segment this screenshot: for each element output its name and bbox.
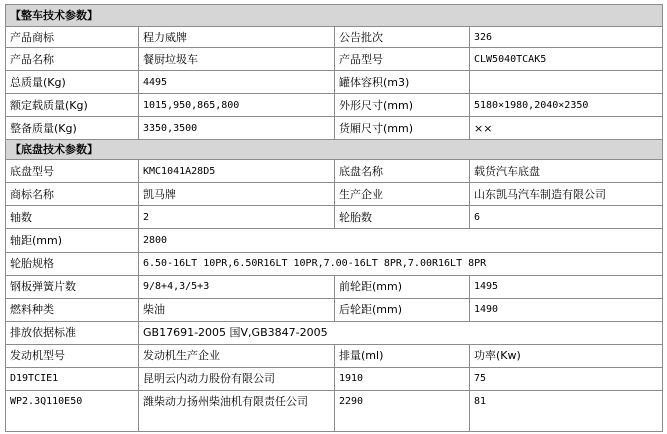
table-row (6, 391, 663, 432)
cell-label: 货厢尺寸(mm) (335, 117, 470, 140)
cell-value: 餐厨垃圾车 (139, 48, 335, 71)
column-header: 排量(ml) (335, 344, 470, 367)
cell-value: 程力威牌 (139, 27, 335, 48)
cell-label: 罐体容积(m3) (335, 71, 470, 94)
cell-value: 326 (470, 27, 663, 48)
cell-value: KMC1041A28D5 (139, 160, 335, 183)
cell-label: 公告批次 (335, 27, 470, 48)
cell-label: 轴数 (6, 206, 139, 229)
cell-label: 额定载质量(Kg) (6, 94, 139, 117)
cell-label: 整备质量(Kg) (6, 117, 139, 140)
table-row (6, 160, 663, 183)
cell-label: 钢板弹簧片数 (6, 275, 139, 298)
cell-value: D19TCIE1 (6, 367, 139, 390)
cell-value: 昆明云内动力股份有限公司 (139, 367, 335, 390)
cell-value: 5180×1980,2040×2350 (470, 94, 663, 117)
cell-value: WP2.3Q110E50 (6, 391, 139, 432)
table-row (6, 48, 663, 71)
vehicle-section-title: 【整车技术参数】 (6, 5, 663, 27)
table-row (6, 367, 663, 390)
cell-value: 山东凯马汽车制造有限公司 (470, 183, 663, 206)
chassis-section-header (6, 140, 663, 160)
table-row (6, 71, 663, 94)
cell-label: 轮胎数 (335, 206, 470, 229)
table-row (6, 94, 663, 117)
cell-value: 6.50-16LT 10PR,6.50R16LT 10PR,7.00-16LT 8PR,7.00R16LT 8PR (139, 252, 663, 275)
spec-table (5, 4, 663, 432)
cell-value: 6 (470, 206, 663, 229)
cell-label: 总质量(Kg) (6, 71, 139, 94)
table-row (6, 275, 663, 298)
cell-value: GB17691-2005 国Ⅴ,GB3847-2005 (139, 321, 663, 344)
cell-label: 底盘名称 (335, 160, 470, 183)
cell-label: 生产企业 (335, 183, 470, 206)
cell-label: 轮胎规格 (6, 252, 139, 275)
table-row (6, 27, 663, 48)
cell-value: 凯马牌 (139, 183, 335, 206)
cell-label: 产品名称 (6, 48, 139, 71)
cell-value: 3350,3500 (139, 117, 335, 140)
cell-label: 前轮距(mm) (335, 275, 470, 298)
cell-label: 轴距(mm) (6, 229, 139, 252)
cell-value: 1495 (470, 275, 663, 298)
table-row (6, 298, 663, 321)
chassis-section-title: 【底盘技术参数】 (6, 140, 663, 160)
table-row (6, 229, 663, 252)
cell-label: 外形尺寸(mm) (335, 94, 470, 117)
cell-value: 81 (470, 391, 663, 432)
table-row (6, 206, 663, 229)
engine-header-row (6, 344, 663, 367)
cell-value: 2290 (335, 391, 470, 432)
vehicle-section-header (6, 5, 663, 27)
cell-value: 1910 (335, 367, 470, 390)
table-row (6, 183, 663, 206)
cell-label: 产品商标 (6, 27, 139, 48)
cell-value: 潍柴动力扬州柴油机有限责任公司 (139, 391, 335, 432)
table-row (6, 117, 663, 140)
cell-value (470, 71, 663, 94)
cell-value: ×× (470, 117, 663, 140)
cell-value: CLW5040TCAK5 (470, 48, 663, 71)
column-header: 功率(Kw) (470, 344, 663, 367)
cell-label: 后轮距(mm) (335, 298, 470, 321)
cell-value: 1015,950,865,800 (139, 94, 335, 117)
cell-value: 1490 (470, 298, 663, 321)
cell-value: 柴油 (139, 298, 335, 321)
cell-value: 载货汽车底盘 (470, 160, 663, 183)
cell-value: 9/8+4,3/5+3 (139, 275, 335, 298)
cell-value: 75 (470, 367, 663, 390)
cell-label: 燃料种类 (6, 298, 139, 321)
cell-label: 底盘型号 (6, 160, 139, 183)
cell-label: 产品型号 (335, 48, 470, 71)
cell-value: 4495 (139, 71, 335, 94)
cell-label: 商标名称 (6, 183, 139, 206)
column-header: 发动机型号 (6, 344, 139, 367)
cell-value: 2800 (139, 229, 663, 252)
table-row (6, 252, 663, 275)
table-row (6, 321, 663, 344)
cell-value: 2 (139, 206, 335, 229)
column-header: 发动机生产企业 (139, 344, 335, 367)
cell-label: 排放依据标准 (6, 321, 139, 344)
